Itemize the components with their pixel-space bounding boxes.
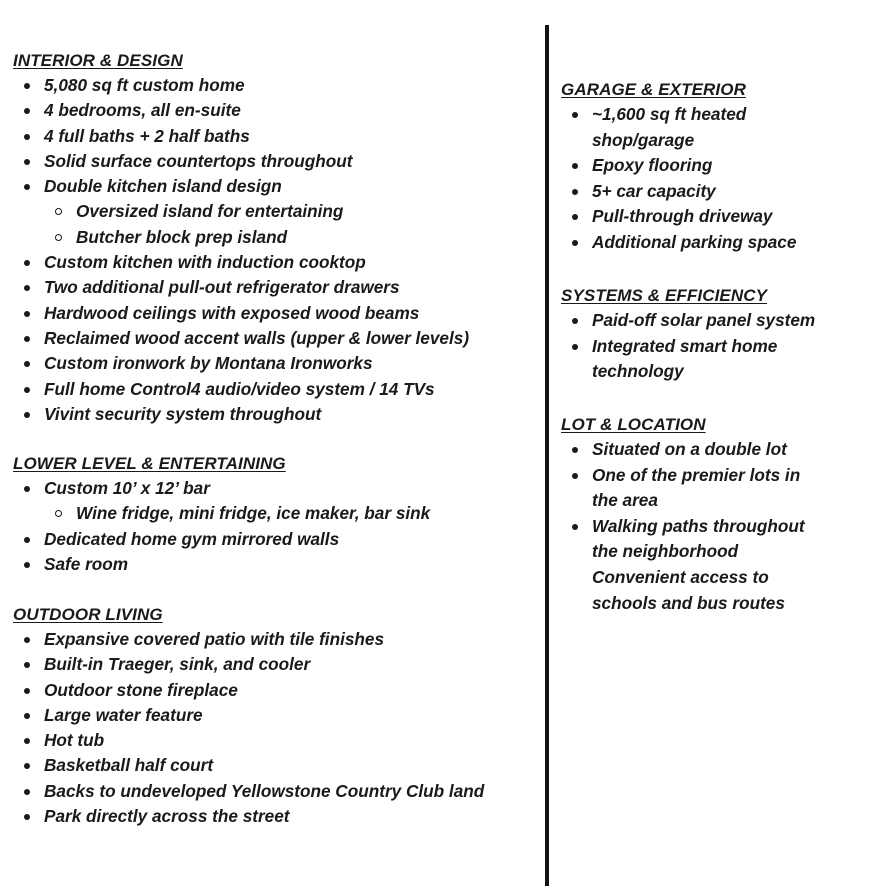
hollow-bullet-icon	[55, 208, 62, 215]
bullet-icon	[24, 108, 30, 114]
feature-list	[561, 308, 879, 385]
list-item: ~1,600 sq ft heated	[561, 102, 879, 128]
bullet-icon	[24, 486, 30, 492]
list-item: Full home Control4 audio/video system / 14 TVs	[13, 377, 541, 402]
section-heading: SYSTEMS & EFFICIENCY	[561, 286, 768, 305]
bullet-icon	[24, 412, 30, 418]
list-item: Outdoor stone fireplace	[13, 678, 541, 703]
list-item: Built-in Traeger, sink, and cooler	[13, 652, 541, 677]
bullet-icon	[572, 240, 578, 246]
section-lower-level	[13, 452, 541, 577]
bullet-icon	[24, 537, 30, 543]
list-item-continuation: schools and bus routes	[592, 592, 785, 613]
bullet-icon	[572, 112, 578, 118]
list-item: Epoxy flooring	[561, 153, 879, 179]
list-item: Two additional pull-out refrigerator drawers	[13, 275, 541, 300]
list-item: One of the premier lots in	[561, 463, 879, 489]
bullet-icon	[24, 285, 30, 291]
bullet-icon	[572, 318, 578, 324]
section-heading: GARAGE & EXTERIOR	[561, 80, 746, 99]
bullet-icon	[24, 562, 30, 568]
bullet-icon	[24, 713, 30, 719]
list-item: Backs to undeveloped Yellowstone Country Club land	[13, 779, 541, 804]
feature-list	[13, 73, 541, 427]
list-item-continuation: the neighborhood	[592, 541, 739, 562]
bullet-icon	[24, 637, 30, 643]
hollow-bullet-icon	[55, 234, 62, 241]
bullet-icon	[24, 134, 30, 140]
list-item-continuation: shop/garage	[592, 129, 695, 150]
bullet-icon	[24, 688, 30, 694]
section-heading: LOT & LOCATION	[561, 415, 706, 434]
bullet-icon	[24, 814, 30, 820]
bullet-icon	[24, 336, 30, 342]
hollow-bullet-icon	[55, 510, 62, 517]
bullet-icon	[24, 83, 30, 89]
list-item: Double kitchen island design	[13, 174, 541, 199]
list-item: Park directly across the street	[13, 804, 541, 829]
section-lot-location	[561, 413, 879, 616]
list-item-continuation: the area	[592, 490, 658, 511]
list-item: Hardwood ceilings with exposed wood beams	[13, 301, 541, 326]
bullet-icon	[572, 163, 578, 169]
feature-list	[561, 102, 879, 256]
bullet-icon	[24, 260, 30, 266]
section-heading: INTERIOR & DESIGN	[13, 51, 183, 70]
section-outdoor-living	[13, 603, 541, 829]
section-systems-efficiency	[561, 284, 879, 385]
bullet-icon	[24, 662, 30, 668]
list-item: Hot tub	[13, 728, 541, 753]
list-item: Reclaimed wood accent walls (upper & lower levels)	[13, 326, 541, 351]
feature-list	[13, 627, 541, 829]
bullet-icon	[24, 184, 30, 190]
list-item: 5+ car capacity	[561, 179, 879, 205]
bullet-icon	[24, 738, 30, 744]
bullet-icon	[24, 311, 30, 317]
column-divider	[545, 25, 549, 886]
bullet-icon	[24, 763, 30, 769]
list-item: Expansive covered patio with tile finishes	[13, 627, 541, 652]
list-item: Custom 10’ x 12’ bar	[13, 476, 541, 501]
bullet-icon	[24, 789, 30, 795]
section-heading: OUTDOOR LIVING	[13, 605, 163, 624]
list-item: Custom kitchen with induction cooktop	[13, 250, 541, 275]
list-item: Paid-off solar panel system	[561, 308, 879, 334]
list-item: Situated on a double lot	[561, 437, 879, 463]
list-item: Walking paths throughout	[561, 514, 879, 540]
list-item: Large water feature	[13, 703, 541, 728]
bullet-icon	[572, 214, 578, 220]
list-item: Basketball half court	[13, 753, 541, 778]
bullet-icon	[572, 344, 578, 350]
bullet-icon	[572, 473, 578, 479]
bullet-icon	[572, 524, 578, 530]
list-item: Safe room	[13, 552, 541, 577]
bullet-icon	[24, 387, 30, 393]
list-item: Integrated smart home	[561, 334, 879, 360]
bullet-icon	[572, 189, 578, 195]
list-item: 5,080 sq ft custom home	[13, 73, 541, 98]
list-item: Solid surface countertops throughout	[13, 149, 541, 174]
list-item: Pull-through driveway	[561, 204, 879, 230]
feature-list	[561, 437, 879, 616]
section-interior-design	[13, 49, 541, 427]
section-heading: LOWER LEVEL & ENTERTAINING	[13, 454, 286, 473]
bullet-icon	[24, 159, 30, 165]
list-item: 4 full baths + 2 half baths	[13, 124, 541, 149]
list-item: Additional parking space	[561, 230, 879, 256]
list-item-continuation: technology	[592, 361, 684, 382]
section-garage-exterior	[561, 78, 879, 256]
bullet-icon	[24, 361, 30, 367]
bullet-icon	[572, 447, 578, 453]
list-item: Custom ironwork by Montana Ironworks	[13, 351, 541, 376]
sub-list-item: Butcher block prep island	[13, 225, 541, 250]
list-item: Dedicated home gym mirrored walls	[13, 527, 541, 552]
list-item-continuation: Convenient access to	[592, 566, 769, 587]
list-item: 4 bedrooms, all en-suite	[13, 98, 541, 123]
sub-list-item: Wine fridge, mini fridge, ice maker, bar sink	[13, 501, 541, 526]
feature-list	[13, 476, 541, 577]
list-item: Vivint security system throughout	[13, 402, 541, 427]
sub-list-item: Oversized island for entertaining	[13, 199, 541, 224]
